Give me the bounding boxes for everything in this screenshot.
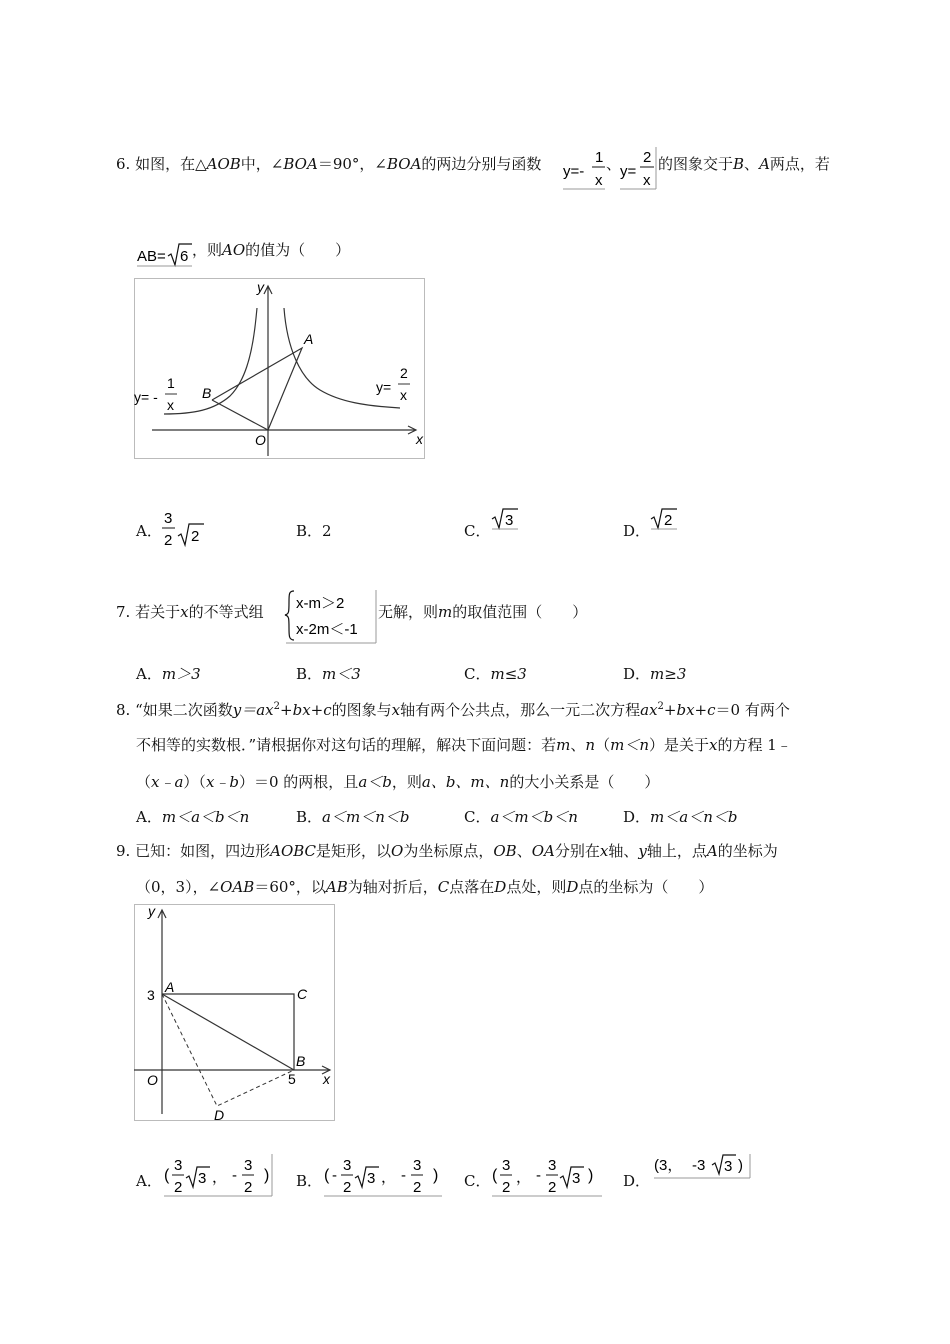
q9-line1-e: 轴、 [608, 842, 639, 860]
q9-b-den1: 2 [343, 1179, 352, 1196]
q9-figure-frame [135, 905, 335, 1121]
q6-f2-lhs: y= [620, 163, 637, 180]
q6-left-curve-num: 1 [167, 375, 175, 391]
q9-option-a-value[interactable] [162, 1152, 274, 1198]
q6-f1-den: x [595, 172, 603, 189]
q6-origin-label: O [255, 432, 266, 448]
q9-a-minus: - [232, 1167, 237, 1184]
q9-b-den2: 2 [413, 1179, 422, 1196]
q6-b: B [733, 155, 745, 173]
q6-point-b: B [202, 385, 212, 401]
q6-a-den: 2 [164, 532, 173, 549]
q9-figure [134, 904, 336, 1122]
q8-line1 [116, 697, 790, 720]
q8-line1-e: 轴有两个公共点，那么一元二次方程 [400, 701, 641, 719]
q7-x: x [180, 603, 189, 621]
q8-option-b-value: a＜m＜n＜b [322, 808, 410, 826]
q6-boa1: BOA [283, 155, 318, 173]
q9-c-open: ( [492, 1167, 498, 1184]
q8-option-d-value: m＜a＜n＜b [650, 808, 738, 826]
q7-ineq1: x-m＞2 [296, 595, 345, 612]
q9-line1-g: 的坐标为 [717, 842, 778, 860]
q8-line3-d: ，则 [391, 773, 422, 791]
q8-line1-a: “如果二次函数 [135, 701, 233, 719]
q8-option-b[interactable] [296, 806, 409, 827]
q9-c-den1: 2 [502, 1179, 511, 1196]
q9-point-b: B [296, 1053, 306, 1069]
q6-line2 [192, 240, 350, 260]
q8-line1-sup: 2 [273, 701, 281, 712]
q6-text-c: ＝90°，∠ [317, 155, 387, 173]
q9-c-rad2: 3 [572, 1170, 581, 1187]
q8-option-d[interactable] [623, 806, 737, 827]
q8-option-c-label: C． [464, 808, 491, 826]
q9-line2-dpt2: D [566, 878, 579, 896]
q6-c-rad: 3 [505, 512, 514, 529]
q9-line1-ob: OB [493, 842, 517, 860]
q6-line1-tail [658, 154, 830, 174]
q9-line1-x: x [599, 842, 609, 860]
q8-line3-xa: x﹣a [151, 773, 184, 791]
q7-option-d-value: m≥3 [650, 665, 687, 683]
q9-line2-dpt: D [494, 878, 507, 896]
q6-option-a-label[interactable]: A． [136, 522, 162, 540]
q9-a-open: ( [164, 1167, 170, 1184]
q9-y-label: y [148, 904, 155, 919]
q9-point-a: A [165, 979, 175, 995]
q7-option-b-label: B． [296, 665, 323, 683]
q9-number: 9. [116, 842, 131, 860]
q8-line3-c: ）＝0 的两根，且 [239, 773, 359, 791]
q6-a: A [759, 155, 770, 173]
q8-line2-mn: m＜n [610, 736, 649, 754]
q6-option-d-value[interactable] [649, 506, 679, 530]
q9-option-c-value[interactable] [490, 1152, 604, 1198]
q6-right-curve-den: x [400, 387, 407, 403]
q6-f1-num: 1 [595, 149, 604, 166]
q7-option-b[interactable] [296, 663, 361, 684]
q8-line3-a: （ [136, 773, 152, 791]
q9-line1-d: 分别在 [554, 842, 600, 860]
q9-tick-3: 3 [147, 987, 155, 1003]
q6-a-num: 3 [164, 510, 173, 527]
q9-option-d-label[interactable]: D． [623, 1172, 651, 1190]
q6-ab-expression [136, 240, 194, 268]
q8-line2-n: n [585, 736, 596, 754]
q7-option-c[interactable] [464, 663, 527, 684]
q9-a-rad1: 3 [198, 1170, 207, 1187]
q7-text-b: 的不等式组 [188, 603, 264, 621]
q7-option-b-value: m＜3 [322, 665, 361, 683]
q8-line1-x: x [391, 701, 401, 719]
q6-text-e: 的图象交于 [658, 155, 734, 173]
q6-f2-den: x [643, 172, 651, 189]
q9-line1-o: O [391, 842, 404, 860]
q9-line2-ab: AB [325, 878, 348, 896]
q8-option-c[interactable] [464, 806, 578, 827]
q9-a-comma: ， [212, 1169, 228, 1186]
q8-line3-e: 的大小关系是（ ） [509, 773, 660, 791]
q8-line2-sep: 、 [570, 736, 586, 754]
q7-text-d: 的取值范围（ ） [452, 603, 588, 621]
q6-sep2: 、 [744, 155, 760, 173]
q7-option-d[interactable] [623, 663, 686, 684]
q8-line3 [136, 772, 659, 792]
q7-option-a-label: A． [136, 665, 162, 683]
q8-option-b-label: B． [296, 808, 323, 826]
q6-ab-lhs: AB= [137, 248, 166, 265]
q7-inequality-system [284, 588, 378, 644]
q9-point-c: C [297, 986, 308, 1002]
q9-c-minus: - [536, 1167, 541, 1184]
q9-c-close: ) [588, 1167, 594, 1184]
q8-line2-m: m [556, 736, 571, 754]
q9-line2-b: ＝60°，以 [254, 878, 326, 896]
q6-option-b[interactable]: B．2 [296, 522, 332, 540]
q8-line1-c: +bx+c [280, 701, 332, 719]
q8-number: 8. [116, 701, 131, 719]
q6-text-g: ，则 [192, 241, 223, 259]
q9-c-num2: 3 [548, 1157, 557, 1174]
q8-line3-ab: a＜b [358, 773, 392, 791]
q6-figure-frame [135, 279, 425, 459]
q8-line2-a: 不相等的实数根．”请根据你对这句话的理解，解决下面问题：若 [136, 736, 557, 754]
q6-function-2 [618, 145, 658, 191]
q9-a-close: ) [264, 1167, 270, 1184]
q7-line1-tail [378, 602, 587, 622]
q7-brace [285, 591, 294, 640]
q9-option-c-label[interactable]: C． [464, 1172, 491, 1190]
q6-y-label: y [257, 279, 264, 295]
q6-option-d-label[interactable]: D． [623, 522, 651, 540]
q9-line2 [136, 877, 713, 897]
q9-option-d-value[interactable] [652, 1152, 752, 1180]
q9-a-den2: 2 [244, 1179, 253, 1196]
q6-text-b: 中，∠ [240, 155, 284, 173]
q6-ab-rad: 6 [180, 248, 189, 265]
q9-line1-a: 已知：如图，四边形 [135, 842, 271, 860]
q9-d-rad: 3 [724, 1158, 733, 1175]
q9-line1 [116, 841, 778, 861]
q6-option-c-value[interactable] [490, 506, 520, 530]
q6-line1 [116, 154, 541, 174]
q9-b-open: ( [324, 1167, 330, 1184]
q6-text-h: 的值为（ ） [245, 241, 351, 259]
q6-option-a-value[interactable] [160, 506, 208, 550]
q9-option-a-label[interactable]: A． [136, 1172, 162, 1190]
q9-b-rad1: 3 [367, 1170, 376, 1187]
q9-option-b-label[interactable]: B． [296, 1172, 323, 1190]
q6-boa2: BOA [386, 155, 422, 173]
q9-a-num1: 3 [174, 1157, 183, 1174]
q8-line2-b: （ [595, 736, 611, 754]
q9-b-minus1: - [332, 1167, 337, 1184]
q9-point-d: D [214, 1107, 225, 1122]
q9-line1-aobc: AOBC [270, 842, 317, 860]
q9-line1-f: 轴上，点 [646, 842, 707, 860]
q9-c-num1: 3 [502, 1157, 511, 1174]
q7-option-d-label: D． [623, 665, 651, 683]
q8-line1-g: +bx+c [663, 701, 716, 719]
q9-line2-d: 点落在 [449, 878, 495, 896]
q8-line2-x: x [709, 736, 718, 754]
q9-line2-a: （0，3），∠ [136, 878, 221, 896]
q9-d-minus: -3 [692, 1157, 706, 1174]
q7-option-a[interactable] [136, 663, 201, 684]
q7-text-c: 无解，则 [378, 603, 439, 621]
q8-line2 [136, 735, 792, 755]
q9-option-b-value[interactable] [322, 1152, 444, 1198]
q9-d-close: ) [738, 1157, 743, 1174]
q6-right-curve-num: 2 [400, 365, 408, 381]
q8-line3-b: ）（ [183, 773, 206, 791]
q8-option-a[interactable] [136, 806, 249, 827]
q9-line1-oa: OA [531, 842, 555, 860]
q6-figure [134, 278, 426, 460]
q8-line1-f: ax [640, 701, 658, 719]
q8-line1-d: 的图象与 [331, 701, 392, 719]
q7-option-a-value: m＞3 [161, 665, 201, 683]
q6-text-d: 的两边分别与函数 [421, 155, 542, 173]
q6-d-rad: 2 [664, 512, 673, 529]
q7-ineq2: x-2m＜-1 [296, 621, 358, 638]
q9-a-den1: 2 [174, 1179, 183, 1196]
q6-left-curve-lhs: y= - [134, 389, 158, 405]
q6-left-curve-den: x [167, 397, 174, 413]
q9-line1-a2: A [706, 842, 718, 860]
q6-text-a: 如图，在△ [135, 155, 207, 173]
q9-line2-e: 点处，则 [506, 878, 567, 896]
q6-x-label: x [416, 431, 423, 447]
q6-sep: 、 [606, 155, 622, 173]
q9-d-open: (3， [654, 1157, 683, 1174]
q9-b-close: ) [433, 1167, 439, 1184]
q8-option-c-value: a＜m＜b＜n [490, 808, 578, 826]
q8-line1-h: ＝0 有两个 [715, 701, 790, 719]
q8-line2-d: 的方程 1﹣ [717, 736, 792, 754]
q9-line1-b: 是矩形，以 [316, 842, 392, 860]
q6-ao: AO [222, 241, 246, 259]
q9-a-num2: 3 [244, 1157, 253, 1174]
q6-function-1 [561, 145, 607, 191]
q7-line1 [116, 602, 264, 622]
q9-tick-5: 5 [288, 1071, 296, 1087]
q8-option-a-label: A． [136, 808, 162, 826]
q6-f2-num: 2 [643, 149, 652, 166]
q6-f1-lhs: y=- [563, 163, 585, 180]
q6-aob: AOB [206, 155, 241, 173]
q7-number: 7. [116, 603, 131, 621]
q6-number: 6. [116, 155, 131, 173]
q8-option-d-label: D． [623, 808, 651, 826]
q7-text-a: 若关于 [135, 603, 181, 621]
q9-line1-c: 为坐标原点， [403, 842, 494, 860]
q6-point-a: A [304, 331, 314, 347]
q9-b-num1: 3 [343, 1157, 352, 1174]
q6-option-c-label[interactable]: C． [464, 522, 491, 540]
q9-b-minus2: - [401, 1167, 406, 1184]
q9-c-comma: ， [516, 1169, 532, 1186]
q6-a-rad: 2 [191, 528, 200, 545]
q8-line3-list: a、b、m、n [421, 773, 510, 791]
q9-line2-f: 点的坐标为（ ） [578, 878, 714, 896]
q9-line2-c: 为轴对折后， [347, 878, 438, 896]
q9-line1-sep: 、 [516, 842, 532, 860]
q7-m: m [438, 603, 453, 621]
q9-b-num2: 3 [413, 1157, 422, 1174]
q9-c-den2: 2 [548, 1179, 557, 1196]
q8-option-a-value: m＜a＜b＜n [161, 808, 250, 826]
q9-line2-oab: OAB [220, 878, 255, 896]
q8-line2-c: ）是关于 [649, 736, 710, 754]
q6-text-f: 两点，若 [769, 155, 830, 173]
q9-x-label: x [323, 1071, 330, 1087]
q7-option-c-value: m≤3 [490, 665, 527, 683]
q8-line1-b: y＝ax [232, 701, 274, 719]
q8-line3-xb: x﹣b [205, 773, 239, 791]
q9-origin-label: O [147, 1072, 158, 1088]
q9-b-comma: ， [381, 1169, 397, 1186]
q9-line1-y: y [638, 842, 647, 860]
q8-line1-sup2: 2 [657, 701, 664, 712]
q9-line2-cpt: C [437, 878, 450, 896]
q6-right-curve-lhs: y= [376, 379, 392, 395]
q7-option-c-label: C． [464, 665, 491, 683]
